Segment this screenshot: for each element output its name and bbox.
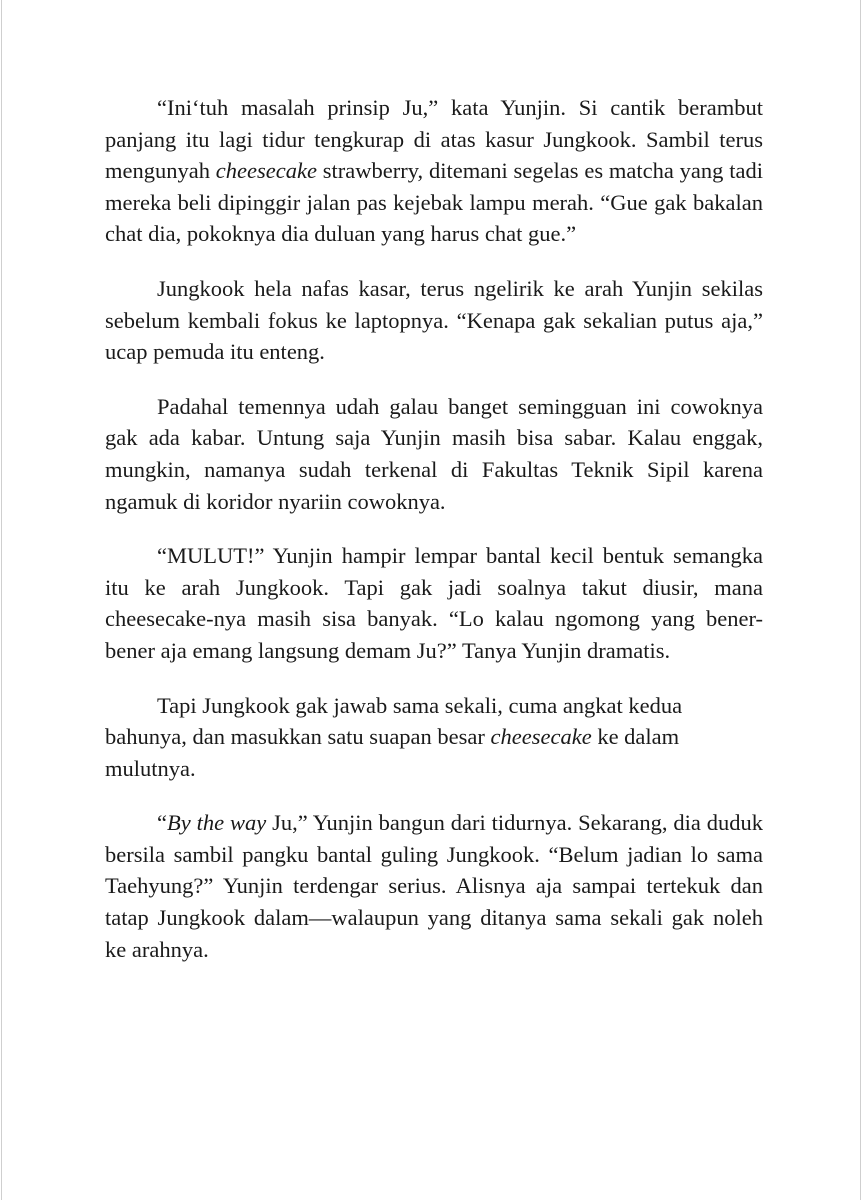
paragraph-2 <box>105 273 763 368</box>
text-run: strawberry, ditemani segelas es matcha yang tadi mereka beli dipinggir jalan pas kejebak lampu merah. “Gue gak bakalan chat dia, pokoknya dia duluan yang harus chat gue.” <box>105 158 763 247</box>
text-run: Padahal temennya udah galau banget semingguan ini cowoknya gak ada kabar. Untung saja Yunjin masih bisa sabar. Kalau enggak, mungkin, namanya sudah terkenal di Fakultas Teknik Sipil karena ngamuk di koridor nyariin cowoknya. <box>105 393 763 514</box>
paragraph-5 <box>105 690 763 785</box>
paragraph-3 <box>105 391 763 517</box>
text-run: ke dalam mulutnya. <box>105 724 680 781</box>
text-run: Ju,” Yunjin bangun dari tidurnya. Sekarang, dia duduk bersila sambil pangku bantal guling Jungkook. “Belum jadian lo sama Taehyung?” Yunjin terdengar serius. Alisnya aja sampai tertekuk dan tatap Jungkook dalam—walaupun yang ditanya sama sekali gak noleh ke arahnya. <box>105 810 763 962</box>
italic-text: By the way <box>167 810 267 836</box>
text-run: “ <box>157 810 167 836</box>
text-run: Tapi Jungkook gak jawab sama sekali, cuma angkat kedua bahunya, dan masukkan satu suapan besar <box>105 692 683 750</box>
paragraph-1 <box>105 92 763 250</box>
text-run: Jungkook hela nafas kasar, terus ngelirik ke arah Yunjin sekilas sebelum kembali fokus ke laptopnya. “Kenapa gak sekalian putus aja,” ucap pemuda itu enteng. <box>105 275 763 365</box>
italic-text: cheesecake <box>490 724 592 750</box>
story-text <box>105 92 763 965</box>
paragraph-4 <box>105 540 763 666</box>
paragraph-6 <box>105 807 763 965</box>
text-run: “MULUT!” Yunjin hampir lempar bantal kecil bentuk semangka itu ke arah Jungkook. Tapi gak jadi soalnya takut diusir, mana cheesecake-nya masih sisa banyak. “Lo kalau ngomong yang bener-bener aja emang langsung demam Ju?” Tanya Yunjin dramatis. <box>105 543 763 663</box>
text-run: “Ini‘tuh masalah prinsip Ju,” kata Yunjin. Si cantik berambut panjang itu lagi tidur tengkurap di atas kasur Jungkook. Sambil terus mengunyah <box>105 95 763 184</box>
book-page <box>1 0 861 1200</box>
italic-text: cheesecake <box>215 158 317 184</box>
